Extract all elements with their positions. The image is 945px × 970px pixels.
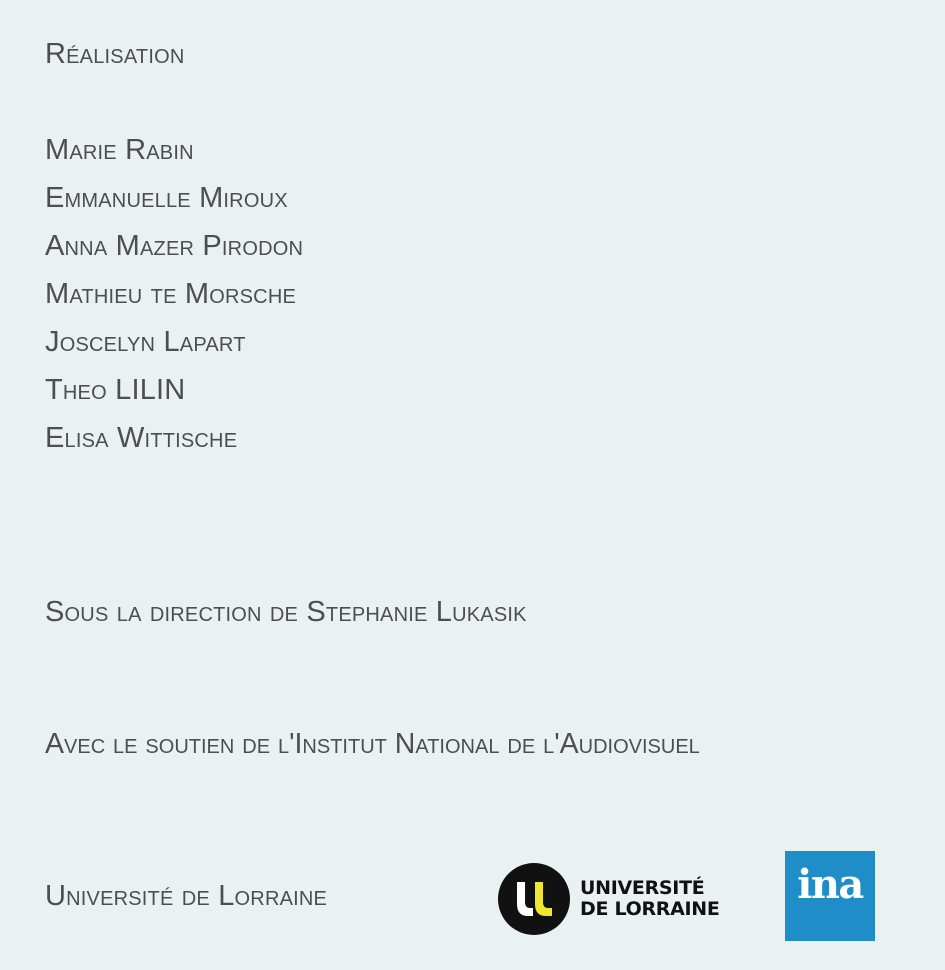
support-credit: Avec le soutien de l'Institut National de l'Audiovisuel [45,728,700,760]
ina-logo [785,851,875,941]
direction-credit: Sous la direction de Stephanie Lukasik [45,596,527,628]
credit-name: Joscelyn Lapart [45,326,246,358]
ul-circle-logo-icon [497,862,571,936]
university-credit: Université de Lorraine [45,880,328,912]
credit-name: Theo LILIN [45,374,186,406]
ina-logo-text: ina [797,861,863,908]
credit-name: Anna Mazer Pirodon [45,230,304,262]
credits-names-list [45,136,303,472]
credits-heading: Réalisation [45,38,185,70]
ul-wordmark [580,878,720,920]
ul-wordmark-line2: DE LORRAINE [580,898,720,920]
ul-wordmark-line1: UNIVERSITÉ [580,877,705,899]
credit-name: Emmanuelle Miroux [45,182,288,214]
credit-name: Elisa Wittische [45,422,238,454]
credit-name: Mathieu te Morsche [45,278,297,310]
universite-de-lorraine-logo [497,862,720,936]
credit-name: Marie Rabin [45,134,194,166]
